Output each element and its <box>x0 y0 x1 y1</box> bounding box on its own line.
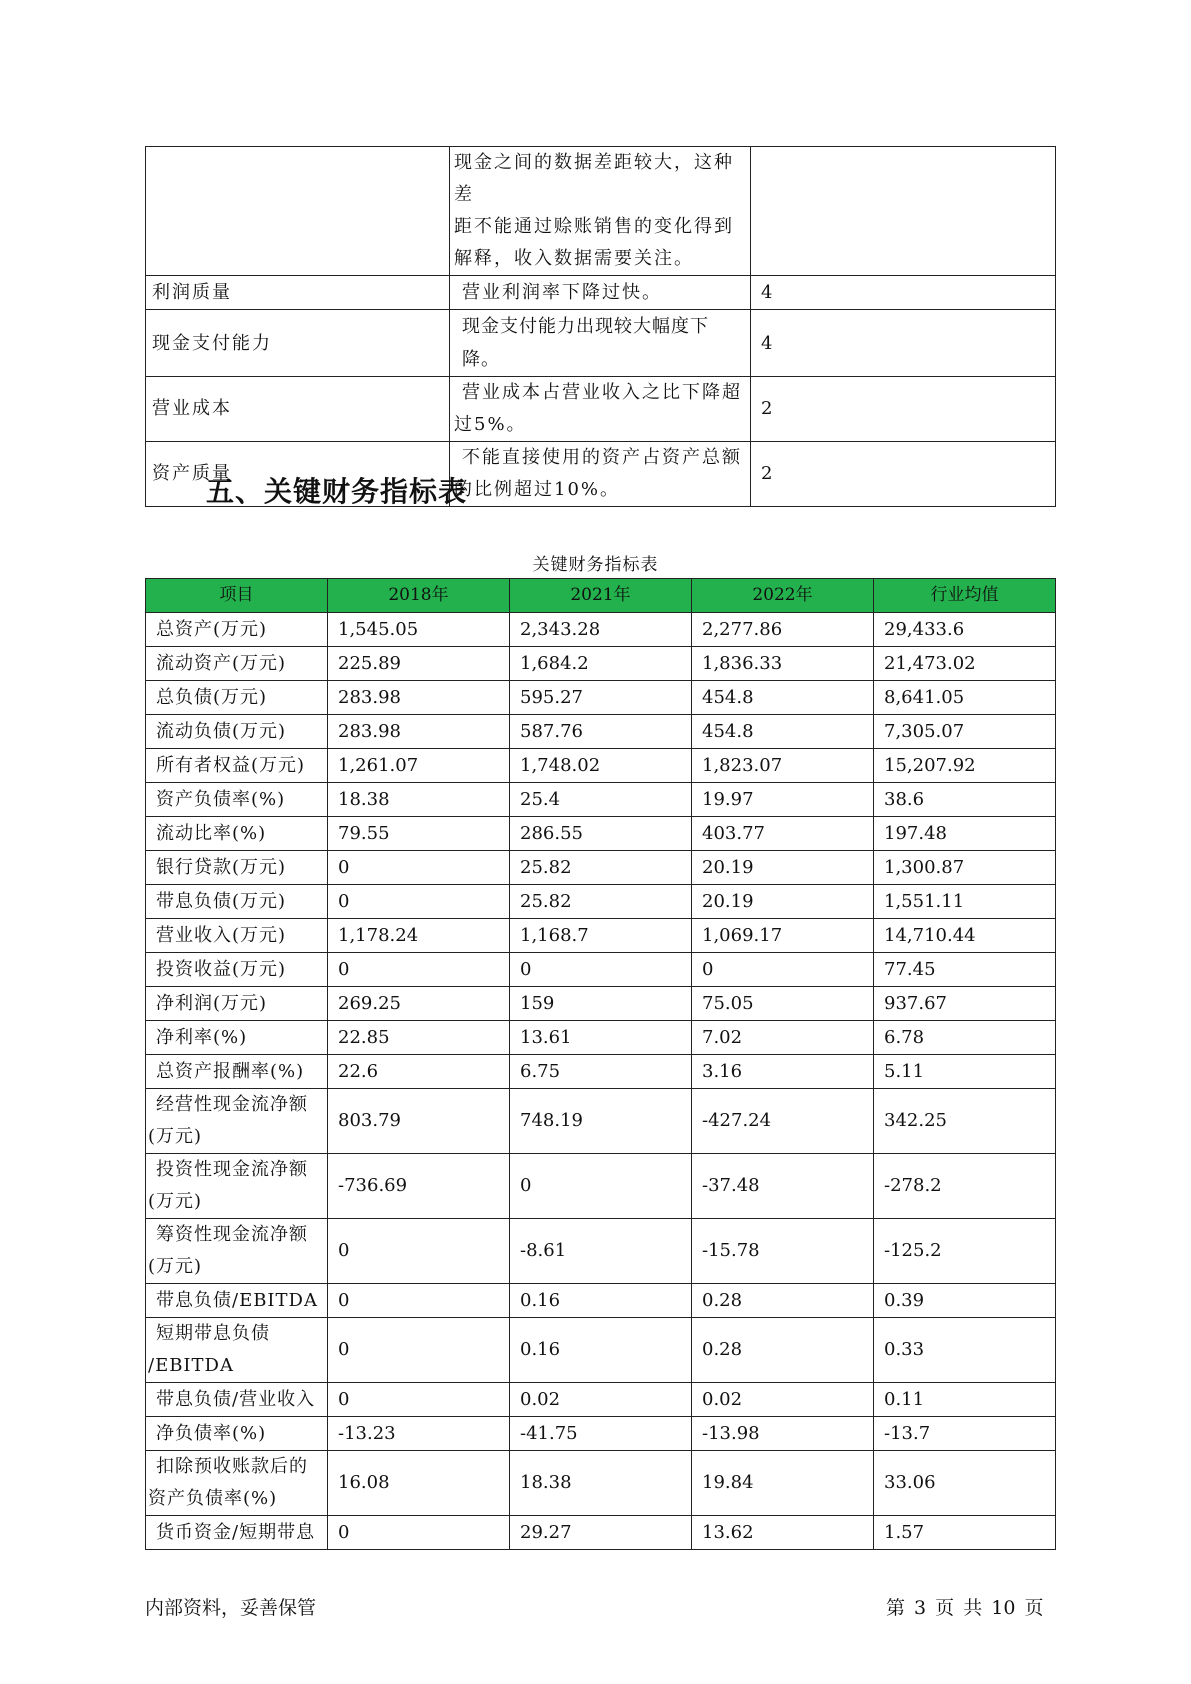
cell-value: 1.57 <box>874 1516 1056 1550</box>
row-label <box>146 647 328 681</box>
cell-value: 18.38 <box>510 1451 692 1516</box>
cell-value: 1,836.33 <box>692 647 874 681</box>
cell-value: 269.25 <box>328 987 510 1021</box>
row-label-line: 带息负债/营业收入 <box>156 1389 316 1410</box>
table-row <box>146 1055 1056 1089</box>
cell-value: 0 <box>328 953 510 987</box>
cell-value: 19.84 <box>692 1451 874 1516</box>
cell-value: 25.82 <box>510 851 692 885</box>
column-header: 2018年 <box>328 579 510 613</box>
cell-value: 79.55 <box>328 817 510 851</box>
cell-value: 283.98 <box>328 681 510 715</box>
cell-value: 342.25 <box>874 1089 1056 1154</box>
risk-row <box>146 276 1056 310</box>
risk-score: 2 <box>751 442 1056 507</box>
cell-value: 15,207.92 <box>874 749 1056 783</box>
risk-description-line: 现金之间的数据差距较大，这种差 <box>454 152 734 205</box>
table-row <box>146 647 1056 681</box>
table-row <box>146 1154 1056 1219</box>
risk-description <box>450 147 751 276</box>
cell-value: 283.98 <box>328 715 510 749</box>
column-header: 2022年 <box>692 579 874 613</box>
cell-value: -125.2 <box>874 1219 1056 1284</box>
cell-value: 587.76 <box>510 715 692 749</box>
cell-value: 0 <box>328 1516 510 1550</box>
cell-value: 5.11 <box>874 1055 1056 1089</box>
cell-value: 1,545.05 <box>328 613 510 647</box>
cell-value: 2,343.28 <box>510 613 692 647</box>
cell-value: -8.61 <box>510 1219 692 1284</box>
cell-value: 0.16 <box>510 1318 692 1383</box>
table-row <box>146 1318 1056 1383</box>
risk-description-line: 不能直接使用的资产占资产总额 <box>462 447 742 468</box>
cell-value: 25.82 <box>510 885 692 919</box>
cell-value: 29,433.6 <box>874 613 1056 647</box>
row-label <box>146 1516 328 1550</box>
table-row <box>146 953 1056 987</box>
row-label-line: 筹资性现金流净额 <box>156 1224 308 1245</box>
cell-value: 286.55 <box>510 817 692 851</box>
cell-value: 7,305.07 <box>874 715 1056 749</box>
table-caption: 关键财务指标表 <box>532 555 659 575</box>
cell-value: 0 <box>510 953 692 987</box>
row-label-line: (万元) <box>148 1191 203 1212</box>
cell-value: 0.28 <box>692 1284 874 1318</box>
row-label <box>146 783 328 817</box>
cell-value: 25.4 <box>510 783 692 817</box>
cell-value: 1,069.17 <box>692 919 874 953</box>
risk-description <box>450 276 751 310</box>
cell-value: 33.06 <box>874 1451 1056 1516</box>
cell-value: 159 <box>510 987 692 1021</box>
cell-value: -427.24 <box>692 1089 874 1154</box>
risk-description-line: 营业利润率下降过快。 <box>462 282 662 303</box>
cell-value: 13.61 <box>510 1021 692 1055</box>
row-label-line: 总资产报酬率(%) <box>156 1061 305 1082</box>
cell-value: 0 <box>328 851 510 885</box>
row-label-line: 带息负债/EBITDA <box>156 1290 318 1311</box>
risk-item: 营业成本 <box>146 377 450 442</box>
cell-value: -13.98 <box>692 1417 874 1451</box>
cell-value: 1,823.07 <box>692 749 874 783</box>
cell-value: 1,684.2 <box>510 647 692 681</box>
cell-value: 75.05 <box>692 987 874 1021</box>
cell-value: 937.67 <box>874 987 1056 1021</box>
risk-assessment-table <box>145 146 1056 507</box>
risk-score: 4 <box>751 310 1056 377</box>
section-heading: 五、关键财务指标表 <box>206 475 468 508</box>
cell-value: 38.6 <box>874 783 1056 817</box>
cell-value: 22.6 <box>328 1055 510 1089</box>
cell-value: 803.79 <box>328 1089 510 1154</box>
cell-value: 0 <box>328 885 510 919</box>
cell-value: 0 <box>510 1154 692 1219</box>
cell-value: 748.19 <box>510 1089 692 1154</box>
row-label <box>146 1417 328 1451</box>
cell-value: 14,710.44 <box>874 919 1056 953</box>
row-label <box>146 1055 328 1089</box>
table-body <box>146 613 1056 1550</box>
table-row <box>146 749 1056 783</box>
row-label-line: 短期带息负债 <box>156 1323 270 1344</box>
row-label-line: (万元) <box>148 1256 203 1277</box>
row-label <box>146 1318 328 1383</box>
risk-description-line: 现金支付能力出现较大幅度下降。 <box>462 316 709 370</box>
cell-value: 21,473.02 <box>874 647 1056 681</box>
cell-value: 0.02 <box>692 1383 874 1417</box>
table-row <box>146 715 1056 749</box>
cell-value: 19.97 <box>692 783 874 817</box>
cell-value: -15.78 <box>692 1219 874 1284</box>
cell-value: 2,277.86 <box>692 613 874 647</box>
risk-description-line: 解释，收入数据需要关注。 <box>454 248 694 269</box>
cell-value: 6.78 <box>874 1021 1056 1055</box>
table-row <box>146 987 1056 1021</box>
cell-value: 20.19 <box>692 851 874 885</box>
column-header: 2021年 <box>510 579 692 613</box>
risk-description <box>450 377 751 442</box>
cell-value: 22.85 <box>328 1021 510 1055</box>
cell-value: 454.8 <box>692 715 874 749</box>
cell-value: 0 <box>328 1383 510 1417</box>
row-label-line: 流动比率(%) <box>156 823 267 844</box>
row-label-line: 资产负债率(%) <box>156 789 286 810</box>
cell-value: 0.11 <box>874 1383 1056 1417</box>
cell-value: 3.16 <box>692 1055 874 1089</box>
table-row <box>146 681 1056 715</box>
cell-value: -13.23 <box>328 1417 510 1451</box>
cell-value: 1,168.7 <box>510 919 692 953</box>
risk-item: 资产质量 <box>146 442 450 507</box>
cell-value: 20.19 <box>692 885 874 919</box>
cell-value: 77.45 <box>874 953 1056 987</box>
cell-value: 0.02 <box>510 1383 692 1417</box>
risk-description <box>450 442 751 507</box>
row-label <box>146 1219 328 1284</box>
page-number: 第 3 页 共 10 页 <box>886 1597 1044 1619</box>
cell-value: 0 <box>692 953 874 987</box>
row-label-line: 带息负债(万元) <box>156 891 287 912</box>
row-label-line: 投资收益(万元) <box>156 959 287 980</box>
table-row <box>146 1417 1056 1451</box>
cell-value: 0.33 <box>874 1318 1056 1383</box>
cell-value: 595.27 <box>510 681 692 715</box>
table-row <box>146 1219 1056 1284</box>
row-label-line: 总资产(万元) <box>156 619 268 640</box>
cell-value: 0 <box>328 1284 510 1318</box>
cell-value: 0 <box>328 1219 510 1284</box>
row-label-line: 资产负债率(%) <box>148 1488 278 1509</box>
row-label-line: (万元) <box>148 1126 203 1147</box>
cell-value: 1,261.07 <box>328 749 510 783</box>
row-label-line: 净负债率(%) <box>156 1423 267 1444</box>
row-label-line: 投资性现金流净额 <box>156 1159 308 1180</box>
row-label <box>146 715 328 749</box>
row-label <box>146 817 328 851</box>
risk-row <box>146 310 1056 377</box>
risk-row <box>146 147 1056 276</box>
cell-value: 6.75 <box>510 1055 692 1089</box>
key-financial-indicators-table <box>145 578 1056 1550</box>
cell-value: -736.69 <box>328 1154 510 1219</box>
row-label <box>146 1154 328 1219</box>
risk-score <box>751 147 1056 276</box>
row-label-line: 净利润(万元) <box>156 993 268 1014</box>
table-row <box>146 1451 1056 1516</box>
row-label <box>146 851 328 885</box>
cell-value: 0.39 <box>874 1284 1056 1318</box>
row-label-line: 经营性现金流净额 <box>156 1094 308 1115</box>
cell-value: 1,748.02 <box>510 749 692 783</box>
cell-value: -278.2 <box>874 1154 1056 1219</box>
table-row <box>146 851 1056 885</box>
cell-value: 1,551.11 <box>874 885 1056 919</box>
cell-value: 1,178.24 <box>328 919 510 953</box>
table-header-row <box>146 579 1056 613</box>
row-label-line: 营业收入(万元) <box>156 925 287 946</box>
row-label <box>146 1089 328 1154</box>
cell-value: 7.02 <box>692 1021 874 1055</box>
cell-value: -13.7 <box>874 1417 1056 1451</box>
cell-value: 454.8 <box>692 681 874 715</box>
risk-item: 现金支付能力 <box>146 310 450 377</box>
table-row <box>146 613 1056 647</box>
risk-row <box>146 377 1056 442</box>
row-label <box>146 1021 328 1055</box>
cell-value: 0 <box>328 1318 510 1383</box>
column-header: 项目 <box>146 579 328 613</box>
cell-value: 0.16 <box>510 1284 692 1318</box>
risk-item <box>146 147 450 276</box>
row-label-line: 所有者权益(万元) <box>156 755 306 776</box>
row-label <box>146 987 328 1021</box>
row-label-line: /EBITDA <box>148 1355 234 1376</box>
row-label <box>146 613 328 647</box>
table-row <box>146 1089 1056 1154</box>
row-label <box>146 1451 328 1516</box>
cell-value: 403.77 <box>692 817 874 851</box>
cell-value: 197.48 <box>874 817 1056 851</box>
risk-description <box>450 310 751 377</box>
column-header: 行业均值 <box>874 579 1056 613</box>
row-label <box>146 1383 328 1417</box>
table-row <box>146 1021 1056 1055</box>
table-row <box>146 1516 1056 1550</box>
cell-value: 29.27 <box>510 1516 692 1550</box>
risk-score: 2 <box>751 377 1056 442</box>
cell-value: 225.89 <box>328 647 510 681</box>
risk-description-line: 过5%。 <box>454 414 527 435</box>
cell-value: 0.28 <box>692 1318 874 1383</box>
row-label <box>146 953 328 987</box>
risk-description-line: 距不能通过赊账销售的变化得到 <box>454 216 734 237</box>
table-row <box>146 919 1056 953</box>
risk-description-line: 的比例超过10%。 <box>454 479 621 500</box>
table-row <box>146 817 1056 851</box>
cell-value: 1,300.87 <box>874 851 1056 885</box>
table-row <box>146 1284 1056 1318</box>
cell-value: 13.62 <box>692 1516 874 1550</box>
cell-value: 18.38 <box>328 783 510 817</box>
risk-score: 4 <box>751 276 1056 310</box>
risk-item: 利润质量 <box>146 276 450 310</box>
table-row <box>146 885 1056 919</box>
row-label-line: 扣除预收账款后的 <box>156 1456 308 1477</box>
row-label-line: 货币资金/短期带息 <box>156 1522 316 1543</box>
cell-value: 8,641.05 <box>874 681 1056 715</box>
row-label-line: 流动负债(万元) <box>156 721 287 742</box>
risk-description-line: 营业成本占营业收入之比下降超 <box>462 382 742 403</box>
table-row <box>146 783 1056 817</box>
row-label <box>146 1284 328 1318</box>
row-label-line: 净利率(%) <box>156 1027 248 1048</box>
table-row <box>146 1383 1056 1417</box>
row-label <box>146 885 328 919</box>
cell-value: -41.75 <box>510 1417 692 1451</box>
row-label-line: 总负债(万元) <box>156 687 268 708</box>
cell-value: 16.08 <box>328 1451 510 1516</box>
footer-confidential-note: 内部资料，妥善保管 <box>145 1597 317 1619</box>
row-label-line: 流动资产(万元) <box>156 653 287 674</box>
row-label <box>146 919 328 953</box>
row-label <box>146 681 328 715</box>
cell-value: -37.48 <box>692 1154 874 1219</box>
row-label <box>146 749 328 783</box>
row-label-line: 银行贷款(万元) <box>156 857 287 878</box>
